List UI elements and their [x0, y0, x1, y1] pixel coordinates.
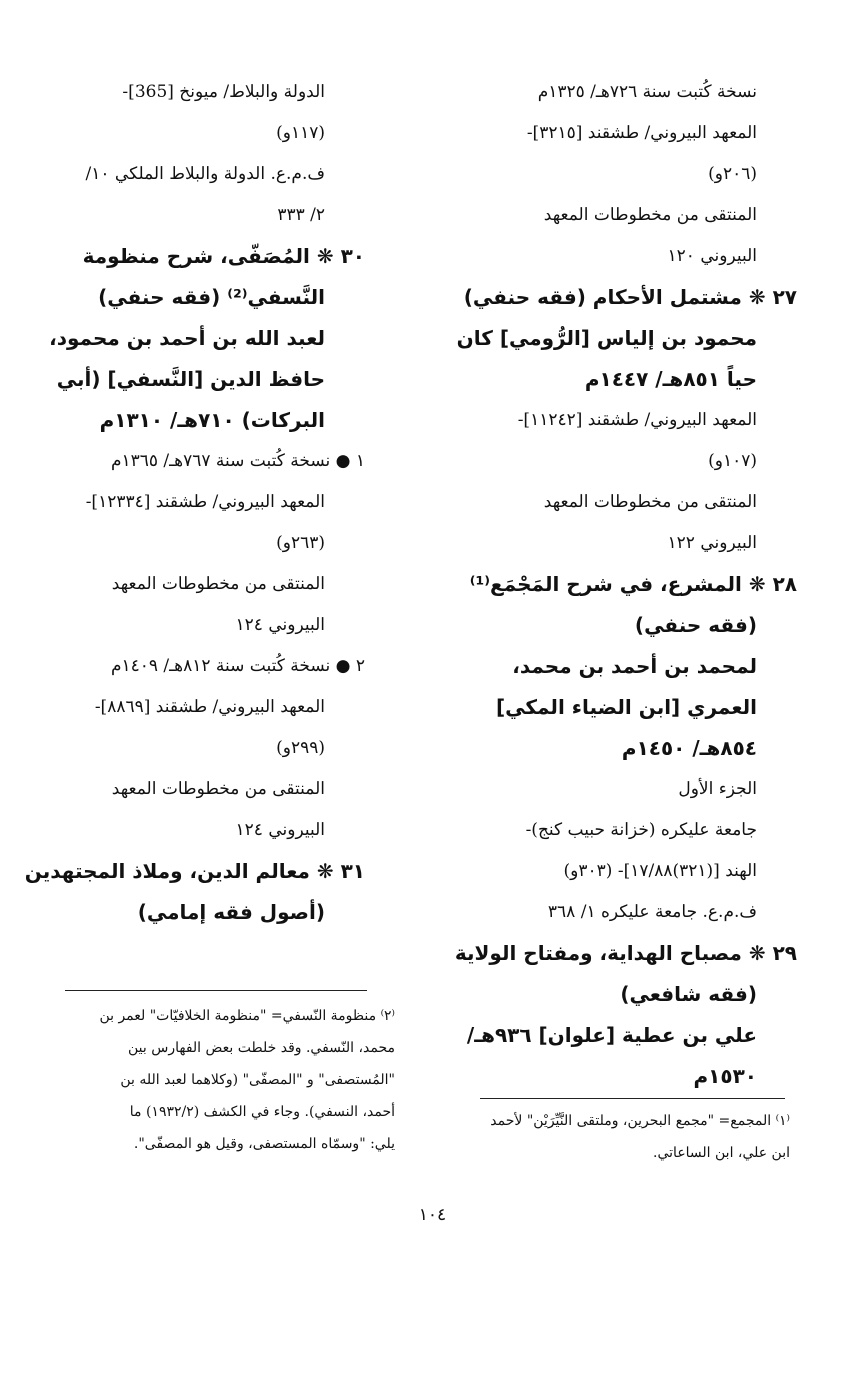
text-line: حافظ الدين [النَّسفي] (أبي	[56, 367, 325, 391]
text-line: المعهد البيروني/ طشقند [١١٢٤٢]-	[517, 410, 757, 430]
text-line: ٢٧ ❋ مشتمل الأحكام (فقه حنفي)	[463, 285, 797, 309]
text-line: البيروني ١٢٤	[235, 615, 325, 635]
footnote-line: أحمد، النسفي). وجاء في الكشف (١٩٣٢/٢) ما	[129, 1104, 395, 1120]
text-line: ٢/ ٣٣٣	[277, 205, 325, 225]
text-line: ٣١ ❋ معالم الدين، وملاذ المجتهدين	[24, 859, 365, 883]
text-line: المعهد البيروني/ طشقند [٨٨٦٩]-	[94, 697, 325, 717]
footnote-rule-left	[65, 990, 367, 991]
text-line: لمحمد بن أحمد بن محمد،	[512, 654, 757, 678]
text-line: (١١٧و)	[276, 123, 325, 143]
text-line: المعهد البيروني/ طشقند [٣٢١٥]-	[526, 123, 757, 143]
text-line: البيروني ١٢٢	[667, 533, 757, 553]
text-line: ف.م.ع. جامعة عليكره ١/ ٣٦٨	[547, 902, 757, 922]
text-line: جامعة عليكره (خزانة حبيب كنج)-	[525, 820, 757, 840]
text-line: البيروني ١٢٠	[667, 246, 757, 266]
footnote-line: يلي: "وسمّاه المستصفى، وقيل هو المصفّى".	[133, 1136, 395, 1152]
text-line: المنتقى من مخطوطات المعهد	[111, 574, 325, 594]
text-line: ٢ ● نسخة كُتبت سنة ٨١٢هـ/ ١٤٠٩م	[110, 656, 365, 676]
text-line: الهند [(٣٢١)١٧/٨٨]- (٣٠٣و)	[563, 861, 757, 881]
text-line: (٢٠٦و)	[708, 164, 757, 184]
footnote-line: ابن علي، ابن الساعاتي.	[653, 1145, 790, 1161]
text-line: ٣٠ ❋ المُصَفّى، شرح منظومة	[82, 244, 365, 268]
footnote-line: "المُستصفى" و "المصفّى" (وكلاهما لعبد الله بن	[120, 1072, 395, 1088]
text-line: المنتقى من مخطوطات المعهد	[543, 205, 757, 225]
text-line: البركات) ٧١٠هـ/ ١٣١٠م	[99, 408, 325, 432]
text-line: الجزء الأول	[678, 779, 757, 799]
footnote-line: ⁽١⁾ المجمع= "مجمع البحرين، وملتقى النَّيِّرَيْن" لأحمد	[490, 1113, 790, 1129]
text-line: المنتقى من مخطوطات المعهد	[111, 779, 325, 799]
right-column	[447, 72, 797, 1097]
text-line: المعهد البيروني/ طشقند [١٢٣٣٤]-	[85, 492, 325, 512]
text-line: (١٠٧و)	[708, 451, 757, 471]
left-column	[24, 72, 365, 933]
text-line: ١٥٣٠م	[693, 1064, 757, 1088]
text-line: (أصول فقه إمامي)	[137, 900, 325, 924]
text-line: محمود بن إلياس [الرُّومي] كان	[456, 326, 757, 350]
text-line: العمري [ابن الضياء المكي]	[496, 695, 757, 719]
text-line: (فقه حنفي)	[634, 613, 757, 637]
text-line: ٢٩ ❋ مصباح الهداية، ومفتاح الولاية	[454, 941, 797, 965]
footnotes-left	[60, 1000, 395, 1160]
text-line: المنتقى من مخطوطات المعهد	[543, 492, 757, 512]
text-line: (فقه شافعي)	[620, 982, 757, 1006]
text-line: لعبد الله بن أحمد بن محمود،	[49, 326, 325, 350]
page-number: ١٠٤	[418, 1205, 447, 1225]
text-line: الدولة والبلاط/ ميونخ [365]-	[122, 82, 325, 102]
footnote-line: محمد، النّسفي. وقد خلطت بعض الفهارس بين	[128, 1040, 395, 1056]
text-line: علي بن عطية [علوان] ٩٣٦هـ/	[466, 1023, 757, 1047]
text-line: البيروني ١٢٤	[235, 820, 325, 840]
footnotes-right	[450, 1105, 790, 1169]
text-line: (٢٦٣و)	[276, 533, 325, 553]
footnote-line: ⁽٢⁾ منظومة النّسفي= "منظومة الخلافيّات" لعمر بن	[99, 1008, 395, 1024]
text-line: ٢٨ ❋ المشرع، في شرح المَجْمَع⁽¹⁾	[469, 572, 797, 596]
text-line: ٨٥٤هـ/ ١٤٥٠م	[621, 736, 757, 760]
text-line: ف.م.ع. الدولة والبلاط الملكي ١٠/	[85, 164, 325, 184]
text-line: ١ ● نسخة كُتبت سنة ٧٦٧هـ/ ١٣٦٥م	[110, 451, 365, 471]
text-line: حياً ٨٥١هـ/ ١٤٤٧م	[584, 367, 757, 391]
text-line: (٢٩٩و)	[276, 738, 325, 758]
text-line: النَّسفي⁽²⁾ (فقه حنفي)	[98, 285, 325, 309]
text-line: نسخة كُتبت سنة ٧٢٦هـ/ ١٣٢٥م	[537, 82, 757, 102]
footnote-rule-right	[480, 1098, 785, 1099]
